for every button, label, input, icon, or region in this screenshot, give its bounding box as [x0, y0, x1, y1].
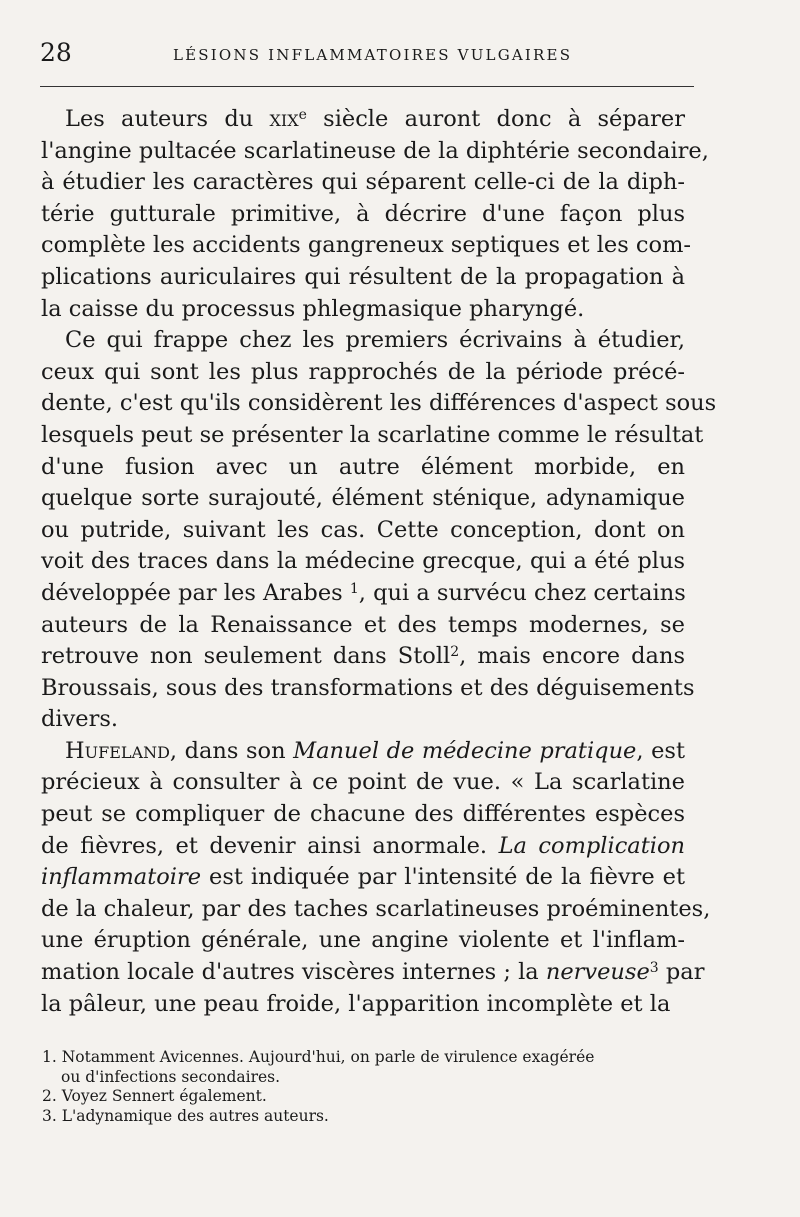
text-line	[41, 641, 685, 673]
text-segment: dente, c'est qu'ils considèrent les différences d'aspect sous	[41, 390, 717, 417]
text-line	[41, 515, 685, 547]
italic-text: La complication	[498, 832, 685, 859]
text-line	[41, 325, 685, 357]
text-segment: lesquels peut se présenter la scarlatine comme le résultat	[41, 421, 704, 448]
text-segment: ou putride, suivant les cas. Cette conception, dont on	[41, 516, 685, 543]
text-segment: Ce qui frappe chez les premiers écrivains à étudier,	[65, 327, 685, 354]
text-segment: auteurs de la Renaissance et des temps modernes, se	[41, 611, 685, 638]
text-line	[41, 894, 711, 926]
small-caps-text: xix	[269, 106, 299, 132]
footnotes	[42, 1048, 688, 1126]
text-line	[41, 136, 709, 168]
text-line	[41, 230, 692, 262]
text-segment: à étudier les caractères qui séparent celle-ci de la diph-	[41, 169, 685, 196]
text-segment: de la chaleur, par des taches scarlatineuses proéminentes,	[41, 895, 711, 922]
text-line	[41, 199, 685, 231]
text-segment: , mais encore dans	[459, 643, 686, 670]
text-segment: térie gutturale primitive, à décrire d'une façon plus	[41, 200, 685, 227]
text-segment: siècle auront donc à séparer	[306, 106, 685, 132]
text-segment: développée par les Arabes	[41, 579, 350, 606]
text-segment: de fièvres, et devenir ainsi anormale.	[41, 832, 499, 859]
text-line	[41, 831, 685, 863]
running-title: LÉSIONS INFLAMMATOIRES VULGAIRES	[173, 46, 573, 64]
header-rule	[40, 86, 694, 87]
text-segment: est indiquée par l'intensité de la fièvre et	[201, 864, 685, 891]
text-segment: Les auteurs du	[65, 106, 270, 132]
text-segment: , dans son	[169, 737, 294, 764]
text-segment: voit des traces dans la médecine grecque, qui a été plus	[41, 548, 685, 575]
text-segment: mation locale d'autres viscères internes ; la	[41, 959, 546, 986]
footnote-ref: e	[298, 107, 307, 123]
footnote-2: 2. Voyez Sennert également.	[42, 1087, 267, 1105]
footnote-1-continuation: ou d'infections secondaires.	[61, 1067, 281, 1086]
text-segment: retrouve non seulement dans Stoll	[41, 643, 451, 670]
text-line	[41, 388, 717, 420]
text-segment: la caisse du processus phlegmasique pharyngé.	[41, 295, 585, 322]
text-segment: , qui a survécu chez certains	[358, 579, 686, 606]
text-segment: divers.	[41, 706, 119, 733]
text-line	[41, 167, 685, 199]
text-line	[41, 357, 685, 389]
text-segment: la pâleur, une peau froide, l'apparition incomplète et la	[41, 990, 671, 1017]
text-segment: l'angine pultacée scarlatineuse de la diphtérie secondaire,	[41, 137, 709, 164]
body-text	[41, 104, 717, 1020]
text-segment: plications auriculaires qui résultent de la propagation à	[41, 263, 685, 290]
text-line	[41, 862, 685, 894]
text-segment: une éruption générale, une angine violente et l'inflam-	[41, 927, 685, 954]
text-line	[41, 767, 685, 799]
text-line	[41, 452, 685, 484]
page-header	[40, 38, 760, 72]
footnote-1: 1. Notamment Avicennes. Aujourd'hui, on parle de virulence exagérée	[42, 1048, 595, 1066]
text-segment: quelque sorte surajouté, élément sténique, adynamique	[41, 485, 685, 512]
text-line	[41, 420, 704, 452]
text-segment: précieux à consulter à ce point de vue. « La scarlatine	[41, 769, 685, 796]
text-segment: complète les accidents gangreneux septiques et les com-	[41, 232, 692, 259]
page-number: 28	[40, 38, 72, 67]
text-line	[41, 957, 705, 989]
text-line	[41, 104, 685, 136]
text-line	[41, 610, 685, 642]
text-segment: , est	[636, 737, 685, 764]
text-segment: par	[658, 959, 705, 986]
italic-text: nerveuse	[545, 959, 650, 986]
text-line	[41, 989, 685, 1021]
footnote-ref: 1	[349, 580, 359, 597]
text-line	[41, 673, 695, 705]
text-segment: ceux qui sont les plus rapprochés de la période précé-	[41, 358, 685, 385]
text-segment: d'une fusion avec un autre élément morbide, en	[41, 453, 685, 480]
text-line	[41, 925, 685, 957]
text-line	[41, 262, 685, 294]
footnote-ref: 3	[649, 960, 659, 977]
text-segment: peut se compliquer de chacune des différentes espèces	[41, 801, 685, 828]
small-caps-text: Hufeland	[65, 737, 170, 764]
text-line	[41, 736, 685, 768]
text-line	[41, 578, 685, 610]
text-line	[41, 483, 685, 515]
text-line	[41, 546, 685, 578]
italic-text: Manuel de médecine pratique	[293, 737, 637, 764]
text-line	[41, 799, 685, 831]
text-line	[41, 294, 685, 326]
text-segment: Broussais, sous des transformations et des déguisements	[41, 674, 695, 701]
italic-text: inflammatoire	[41, 864, 202, 891]
footnote-ref: 2	[450, 644, 460, 661]
text-line	[41, 704, 685, 736]
footnote-3: 3. L'adynamique des autres auteurs.	[42, 1106, 329, 1125]
